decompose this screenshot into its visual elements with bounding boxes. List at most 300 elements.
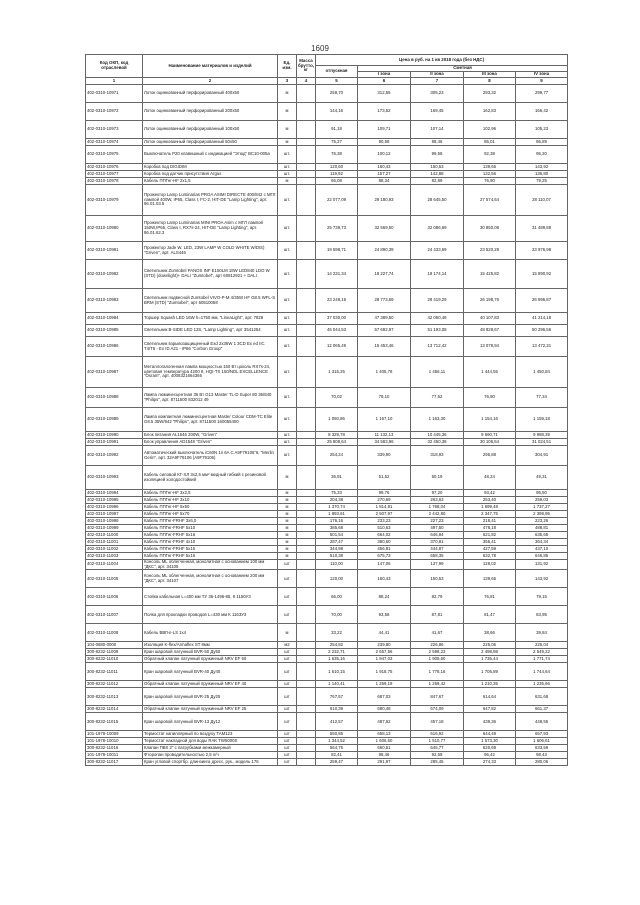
cell-mass	[297, 103, 316, 121]
cell-unit: м	[278, 546, 297, 553]
cell-name: Лоток оцинкованный перфорированный 200х50	[143, 103, 278, 121]
cell-zone-3: 48,24	[464, 466, 516, 490]
cell-code: 402-0310-10989	[86, 408, 143, 432]
table-row	[86, 532, 568, 539]
cell-zone-3: 2 498,98	[464, 649, 516, 656]
table-row	[86, 624, 568, 642]
cell-zone-3: 85,01	[464, 139, 516, 146]
cell-zone-3: 356,41	[464, 539, 516, 546]
cell-release-price: 76,38	[316, 146, 358, 164]
cell-release-price: 25 808,64	[316, 439, 358, 446]
cell-zone-2: 87,81	[411, 606, 464, 624]
cell-zone-3: 96,42	[464, 752, 516, 759]
table-row	[86, 656, 568, 663]
cell-zone-2: 50,19	[411, 466, 464, 490]
index-cell: 6	[358, 78, 411, 85]
cell-zone-2: 88,46	[411, 139, 464, 146]
cell-zone-1: 99,76	[358, 490, 411, 497]
cell-mass	[297, 490, 316, 497]
cell-zone-2: 51 193,08	[411, 325, 464, 337]
cell-code: 402-0310-10982	[86, 260, 143, 289]
cell-release-price: 45 044,53	[316, 325, 358, 337]
cell-code: 402-0310-10994	[86, 490, 143, 497]
cell-unit: шт.	[278, 337, 297, 357]
cell-name: Кабель ППГнг-HF 5х70	[143, 511, 278, 518]
cell-release-price: 1 050,86	[316, 408, 358, 432]
cell-zone-3: 427,59	[464, 546, 516, 553]
cell-zone-1: 1 918,75	[358, 663, 411, 681]
cell-zone-4: 1 235,66	[516, 681, 568, 688]
cell-zone-3: 644,49	[464, 731, 516, 738]
cell-zone-1: 47 389,50	[358, 313, 411, 325]
cell-mass	[297, 539, 316, 546]
cell-release-price: 1 344,52	[316, 738, 358, 745]
table-row	[86, 759, 568, 766]
cell-unit: шт.	[278, 439, 297, 446]
cell-name: Кабель ППГнг-HF 3х10	[143, 497, 278, 504]
cell-zone-1: 32 569,50	[358, 216, 411, 242]
cell-mass	[297, 546, 316, 553]
table-row	[86, 242, 568, 260]
cell-zone-3: 102,96	[464, 121, 516, 139]
cell-zone-1: 93,58	[358, 606, 411, 624]
cell-mass	[297, 325, 316, 337]
cell-unit: шт	[278, 731, 297, 738]
table-row	[86, 216, 568, 242]
cell-zone-3: 76,90	[464, 388, 516, 408]
cell-zone-1: 109,71	[358, 121, 411, 139]
cell-name: Клапан ПВХ 2" с патрубками межкамерный	[143, 745, 278, 752]
cell-zone-2: 32 450,38	[411, 439, 464, 446]
cell-code: 402-0310-11001	[86, 539, 143, 546]
table-row	[86, 497, 568, 504]
cell-code: 402-0310-10987	[86, 357, 143, 388]
cell-code: 402-0310-10997	[86, 511, 143, 518]
cell-zone-4: 15 890,92	[516, 260, 568, 289]
table-row	[86, 706, 568, 713]
cell-unit: шт.	[278, 146, 297, 164]
cell-mass	[297, 588, 316, 606]
cell-code: 300-8232-11016	[86, 745, 143, 752]
cell-zone-1: 664,02	[358, 532, 411, 539]
cell-zone-4: 86,89	[516, 139, 568, 146]
cell-zone-4: 661,37	[516, 706, 568, 713]
cell-zone-1: 173,52	[358, 103, 411, 121]
cell-mass	[297, 85, 316, 103]
header-release: отпускная	[316, 66, 358, 78]
cell-mass	[297, 164, 316, 171]
header-zone-4: IV зона	[516, 72, 568, 78]
cell-code: 101-1978-10010	[86, 738, 143, 745]
cell-zone-2: 2 598,23	[411, 649, 464, 656]
cell-zone-1: 456,81	[358, 546, 411, 553]
cell-zone-1: 291,97	[358, 759, 411, 766]
cell-name: Кабель ППГнг-FRHF 5х10	[143, 525, 278, 532]
cell-mass	[297, 525, 316, 532]
table-row	[86, 539, 568, 546]
cell-zone-3: 48 828,67	[464, 325, 516, 337]
cell-unit: шт.	[278, 325, 297, 337]
table-row	[86, 185, 568, 216]
cell-zone-2: 10 445,36	[411, 432, 464, 439]
cell-name: Автоматический выключатель iC60N 1п 6A C A9F79106"6, "Merlin Gerin", арт. 32A9F79106 (A9F79106)	[143, 446, 278, 466]
cell-mass	[297, 357, 316, 388]
cell-name: Фторопан проводительностью 2,5 л/ч	[143, 752, 278, 759]
cell-name: Торшер Squash LED 16W h=1750 мм, "LineaLight", арт. 7828	[143, 313, 278, 325]
cell-unit: шт	[278, 745, 297, 752]
header-price-group: Цена в руб. на 1 кв 2018 года (без НДС)	[316, 55, 568, 66]
cell-zone-4: 95,20	[516, 146, 568, 164]
cell-zone-3: 27 574,64	[464, 185, 516, 216]
cell-zone-2: 674,09	[411, 706, 464, 713]
table-row	[86, 504, 568, 511]
cell-zone-1: 239,80	[358, 642, 411, 649]
cell-zone-2: 28 645,50	[411, 185, 464, 216]
cell-name: Светильник Zumtobel PANOS INF Е150LM 18W LED840 LDO W (STD) (downlight)+ DALI "Zumtobel", арт 60812921 + DALI	[143, 260, 278, 289]
cell-code: 402-0310-10986	[86, 337, 143, 357]
table-row	[86, 146, 568, 164]
cell-mass	[297, 532, 316, 539]
cell-zone-2: 263,63	[411, 497, 464, 504]
cell-zone-2: 1 778,16	[411, 663, 464, 681]
cell-code: 101-1978-10011	[86, 752, 143, 759]
cell-unit: шт	[278, 663, 297, 681]
cell-zone-4: 143,92	[516, 164, 568, 171]
cell-zone-3: 621,82	[464, 532, 516, 539]
cell-code: 402-0310-10972	[86, 103, 143, 121]
table-row	[86, 511, 568, 518]
index-cell: 7	[411, 78, 464, 85]
cell-unit: м	[278, 518, 297, 525]
table-row	[86, 745, 568, 752]
cell-code: 402-0310-10981	[86, 242, 143, 260]
cell-zone-3: 9 690,71	[464, 432, 516, 439]
cell-zone-4: 304,91	[516, 446, 568, 466]
cell-release-price: 75,33	[316, 490, 358, 497]
cell-zone-3: 295,88	[464, 446, 516, 466]
cell-release-price: 767,57	[316, 688, 358, 706]
cell-mass	[297, 663, 316, 681]
cell-zone-1: 157,27	[358, 171, 411, 178]
cell-name: Обратный клапан латунный пружинный NRV EF 25	[143, 706, 278, 713]
cell-zone-1: 88,34	[358, 178, 411, 185]
cell-zone-4: 131,92	[516, 560, 568, 570]
cell-mass	[297, 146, 316, 164]
cell-zone-1: 687,03	[358, 688, 411, 706]
cell-zone-1: 1 947,03	[358, 656, 411, 663]
cell-zone-4: 13 472,31	[516, 337, 568, 357]
cell-zone-4: 1 606,61	[516, 738, 568, 745]
cell-unit: шт.	[278, 313, 297, 325]
cell-zone-3: 23 520,29	[464, 242, 516, 260]
cell-code: 300-8232-11017	[86, 759, 143, 766]
cell-unit: шт.	[278, 357, 297, 388]
cell-unit: м	[278, 139, 297, 146]
cell-release-price: 412,57	[316, 713, 358, 731]
cell-unit: шт.	[278, 446, 297, 466]
cell-zone-4: 41 214,18	[516, 313, 568, 325]
cell-name: Блок питания AL1546 200W, "Griven"	[143, 432, 278, 439]
cell-zone-1: 160,43	[358, 164, 411, 171]
cell-mass	[297, 706, 316, 713]
cell-name: Лампа люминесцентная 36 Вт G13 Master TL-D Super 80 36/840 "Philips", арт. 8711500 832012 49	[143, 388, 278, 408]
table-row	[86, 663, 568, 681]
cell-mass	[297, 185, 316, 216]
cell-unit: шт.	[278, 185, 297, 216]
cell-name: Кабель ППГнг-HF 2х1,5	[143, 178, 278, 185]
cell-release-price: 344,98	[316, 546, 358, 553]
table-row	[86, 752, 568, 759]
cell-zone-1: 1 814,81	[358, 504, 411, 511]
cell-name: Консоль ML облегченная, монолитная с основанием 200 мм "ДКС", арт. 34107	[143, 570, 278, 588]
cell-unit: шт	[278, 588, 297, 606]
cell-zone-3: 93,42	[464, 490, 516, 497]
cell-release-price: 25 739,73	[316, 216, 358, 242]
cell-zone-3: 162,83	[464, 103, 516, 121]
cell-zone-4: 1 450,84	[516, 357, 568, 388]
cell-mass	[297, 606, 316, 624]
cell-release-price: 120,00	[316, 570, 358, 588]
cell-zone-1: 57 692,97	[358, 325, 411, 337]
table-row	[86, 313, 568, 325]
cell-unit: м2	[278, 642, 297, 649]
cell-mass	[297, 713, 316, 731]
header-zone-2: II зона	[411, 72, 464, 78]
table-row	[86, 103, 568, 121]
cell-code: 402-0310-11006	[86, 588, 143, 606]
cell-unit: шт.	[278, 242, 297, 260]
cell-release-price: 70,02	[316, 388, 358, 408]
cell-release-price: 254,24	[316, 446, 358, 466]
cell-zone-2: 169,45	[411, 103, 464, 121]
cell-zone-3: 218,41	[464, 518, 516, 525]
cell-zone-2: 305,23	[411, 85, 464, 103]
header-estimate: Сметная	[358, 66, 568, 72]
cell-zone-4: 1 159,18	[516, 408, 568, 432]
header-mass: Масса брутто, кг	[297, 55, 316, 78]
cell-mass	[297, 649, 316, 656]
cell-zone-4: 28 110,07	[516, 185, 568, 216]
cell-unit: шт.	[278, 388, 297, 408]
index-cell: 4	[297, 78, 316, 85]
cell-zone-4: 646,85	[516, 553, 568, 560]
cell-name: Блок управления AD1548 "Griven"	[143, 439, 278, 446]
cell-release-price: 510,38	[316, 553, 358, 560]
cell-zone-1: 79,10	[358, 388, 411, 408]
cell-unit: шт	[278, 570, 297, 588]
cell-name: Кабель ППГнг-FRHF 5х15	[143, 546, 278, 553]
cell-code: 402-0310-10998	[86, 518, 143, 525]
cell-name: Кран угловой спортбр. длинзинга дресс, рук., модель 176	[143, 759, 278, 766]
cell-name: Консоль ML облегченная, монолитная с основанием 100 мм "ДКС", арт. 34105	[143, 560, 278, 570]
cell-zone-3: 1 444,55	[464, 357, 516, 388]
cell-zone-2: 1 905,60	[411, 656, 464, 663]
cell-zone-4: 31 024,51	[516, 439, 568, 446]
cell-unit: шт.	[278, 432, 297, 439]
cell-name: Кабель ППГнг-FRHF 3х6,0	[143, 518, 278, 525]
index-cell: 5	[316, 78, 358, 85]
cell-code: 402-0310-11005	[86, 570, 143, 588]
index-cell: 3	[278, 78, 297, 85]
cell-zone-1: 660,51	[358, 745, 411, 752]
cell-name: Выключатель Р20 клавишный с индикацией "Этюд" ВС10-005а	[143, 146, 278, 164]
cell-release-price: 1 370,74	[316, 504, 358, 511]
cell-zone-3: 132,56	[464, 171, 516, 178]
cell-mass	[297, 752, 316, 759]
cell-zone-4: 259,03	[516, 497, 568, 504]
cell-release-price: 119,92	[316, 171, 358, 178]
cell-mass	[297, 560, 316, 570]
cell-name: Обратный клапан латунный пружинный NRV EF 40	[143, 681, 278, 688]
cell-release-price: 259,70	[316, 85, 358, 103]
cell-name: Кабель ППГнг-HF 3х2,5	[143, 490, 278, 497]
table-row	[86, 121, 568, 139]
cell-zone-3: 1 573,30	[464, 738, 516, 745]
cell-unit: шт	[278, 688, 297, 706]
cell-zone-1: 233,23	[358, 518, 411, 525]
cell-code: 402-0310-10971	[86, 85, 143, 103]
cell-zone-4: 2 399,95	[516, 511, 568, 518]
cell-code: 402-0310-10974	[86, 139, 143, 146]
table-row	[86, 139, 568, 146]
cell-zone-3: 76,81	[464, 588, 516, 606]
cell-unit: шт	[278, 752, 297, 759]
cell-name: Кабель ППГнг-FRHF 4х10	[143, 539, 278, 546]
cell-name: Кабель ВВГнг-LS 1х4	[143, 624, 278, 642]
cell-zone-2: 24 433,69	[411, 242, 464, 260]
cell-code: 402-0310-11002	[86, 546, 143, 553]
cell-name: Светильник подвесной Zumtobel VIVO-P-M 4/35W HF G8.5 WFL-S BRM (STD) "Zumtobel", арт 60510058	[143, 289, 278, 313]
cell-code: 402-0310-10978	[86, 178, 143, 185]
cell-unit: шт	[278, 706, 297, 713]
cell-zone-2: 226,86	[411, 642, 464, 649]
cell-release-price: 91,18	[316, 121, 358, 139]
cell-zone-3: 139,65	[464, 570, 516, 588]
cell-release-price: 1 140,41	[316, 681, 358, 688]
cell-mass	[297, 439, 316, 446]
cell-mass	[297, 642, 316, 649]
cell-mass	[297, 139, 316, 146]
cell-code: 402-0310-10984	[86, 313, 143, 325]
cell-zone-2: 444,87	[411, 546, 464, 553]
cell-unit: шт.	[278, 260, 297, 289]
cell-zone-4: 448,55	[516, 713, 568, 731]
cell-zone-4: 488,81	[516, 525, 568, 532]
cell-name: Стойка кабельная L=400 мм ТУ 36-1496-85, К 1150У3	[143, 588, 278, 606]
cell-zone-3: 274,33	[464, 759, 516, 766]
cell-zone-3: 81,47	[464, 606, 516, 624]
header-zone-3: III зона	[464, 72, 516, 78]
cell-mass	[297, 388, 316, 408]
table-row	[86, 688, 568, 706]
table-row	[86, 681, 568, 688]
cell-unit: м	[278, 539, 297, 546]
cell-name: Лоток оцинкованный перфорированный 50х50	[143, 139, 278, 146]
cell-zone-1: 98,46	[358, 752, 411, 759]
cell-release-price: 22 077,09	[316, 185, 358, 216]
cell-mass	[297, 178, 316, 185]
cell-mass	[297, 216, 316, 242]
cell-zone-3: 614,64	[464, 688, 516, 706]
cell-name: Кран шаровой латунный BVR-50 Ду50	[143, 649, 278, 656]
cell-mass	[297, 121, 316, 139]
index-cell: 9	[516, 78, 568, 85]
table-row	[86, 553, 568, 560]
cell-mass	[297, 337, 316, 357]
cell-zone-3: 439,36	[464, 713, 516, 731]
cell-zone-4: 49,31	[516, 466, 568, 490]
header-name: Наименование материалов и изделий	[143, 55, 278, 78]
column-index-row	[86, 78, 568, 85]
cell-zone-2: 137,99	[411, 560, 464, 570]
cell-zone-3: 1 210,35	[464, 681, 516, 688]
cell-zone-4: 23 976,98	[516, 242, 568, 260]
cell-zone-4: 79,15	[516, 588, 568, 606]
cell-mass	[297, 171, 316, 178]
cell-zone-2: 107,14	[411, 121, 464, 139]
cell-zone-1: 88,24	[358, 588, 411, 606]
cell-mass	[297, 511, 316, 518]
cell-release-price: 66,00	[316, 588, 358, 606]
cell-zone-2: 97,20	[411, 490, 464, 497]
cell-zone-4: 633,59	[516, 745, 568, 752]
cell-zone-3: 76,90	[464, 178, 516, 185]
cell-mass	[297, 553, 316, 560]
cell-unit: шт.	[278, 164, 297, 171]
cell-zone-2: 142,88	[411, 171, 464, 178]
cell-release-price: 1 635,16	[316, 656, 358, 663]
cell-unit: м	[278, 85, 297, 103]
cell-release-price: 14 231,34	[316, 260, 358, 289]
cell-unit: м	[278, 121, 297, 139]
cell-code: 402-0310-10996	[86, 504, 143, 511]
cell-unit: м	[278, 466, 297, 490]
cell-code: 402-0310-11003	[86, 553, 143, 560]
cell-zone-4: 39,84	[516, 624, 568, 642]
cell-zone-1: 675,73	[358, 553, 411, 560]
cell-zone-2: 658,35	[411, 553, 464, 560]
cell-code: 402-0310-11004	[86, 560, 143, 570]
cell-zone-3: 13 078,94	[464, 337, 516, 357]
cell-zone-4: 223,26	[516, 518, 568, 525]
cell-zone-2: 1 163,30	[411, 408, 464, 432]
cell-code: 300-8232-11011	[86, 663, 143, 681]
cell-mass	[297, 313, 316, 325]
cell-zone-1: 339,90	[358, 446, 411, 466]
index-cell: 1	[86, 78, 143, 85]
cell-zone-4: 1 771,74	[516, 656, 568, 663]
cell-unit: м	[278, 525, 297, 532]
cell-zone-1: 29 180,93	[358, 185, 411, 216]
cell-zone-3: 253,40	[464, 497, 516, 504]
cell-zone-1: 270,69	[358, 497, 411, 504]
cell-zone-2: 646,94	[411, 532, 464, 539]
cell-code: 402-0310-10992	[86, 446, 143, 466]
cell-unit: м	[278, 504, 297, 511]
table-row	[86, 164, 568, 171]
cell-mass	[297, 289, 316, 313]
cell-unit: м	[278, 178, 297, 185]
cell-code: 402-0310-10995	[86, 497, 143, 504]
cell-zone-3: 1 699,48	[464, 504, 516, 511]
cell-zone-4: 77,34	[516, 388, 568, 408]
table-row	[86, 260, 568, 289]
cell-zone-3: 1 154,16	[464, 408, 516, 432]
cell-code: 101-1978-10009	[86, 731, 143, 738]
cell-unit: шт	[278, 649, 297, 656]
cell-zone-2: 1 259,42	[411, 681, 464, 688]
cell-code: 402-0310-10985	[86, 325, 143, 337]
